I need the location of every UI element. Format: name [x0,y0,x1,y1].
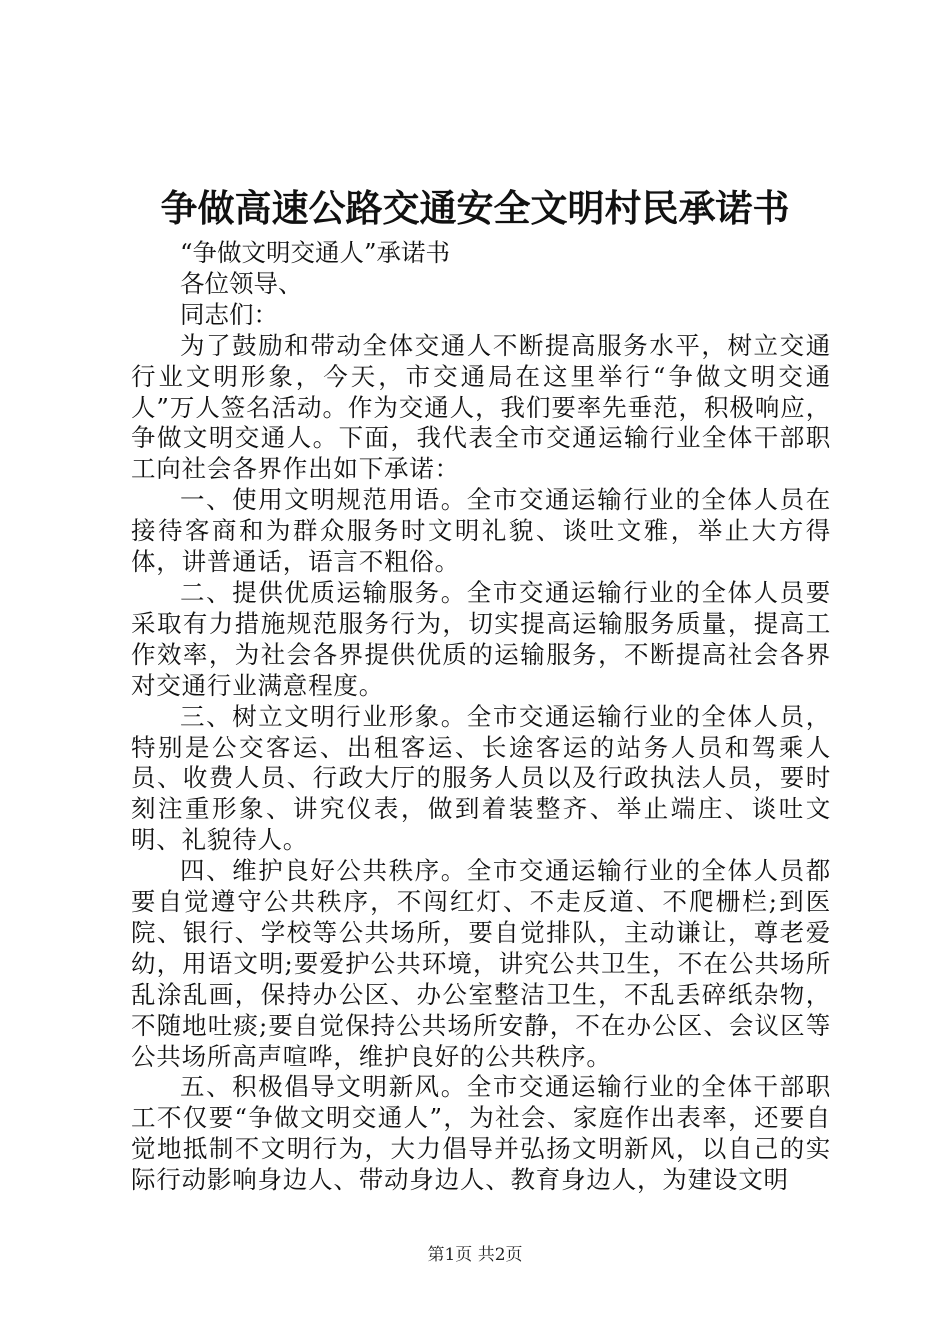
document-title: 争做高速公路交通安全文明村民承诺书 [160,186,790,230]
salutation-line-2: 同志们： [180,299,278,329]
paragraph-item-1: 一、使用文明规范用语。全市交通运输行业的全体人员在接待客商和为群众服务时文明礼貌、谈吐文雅，举止大方得体，讲普通话，语言不粗俗。 [131,485,831,577]
paragraph-item-4: 四、维护良好公共秩序。全市交通运输行业的全体人员都要自觉遵守公共秩序，不闯红灯、不走反道、不爬栅栏;到医院、银行、学校等公共场所，要自觉排队，主动谦让，尊老爱幼，用语文明;要爱护公共环境，讲究公共卫生，不在公共场所乱涂乱画，保持办公区、办公室整洁卫生，不乱丢碎纸杂物，不随地吐痰;要自觉保持公共场所安静，不在办公区、会议区等公共场所高声喧哗，维护良好的公共秩序。 [131,856,831,1071]
paragraph-item-5: 五、积极倡导文明新风。全市交通运输行业的全体干部职工不仅要“争做文明交通人”，为社会、家庭作出表率，还要自觉地抵制不文明行为，大力倡导并弘扬文明新风，以自己的实际行动影响身边人、带动身边人、教育身边人，为建设文明 [131,1072,831,1195]
paragraph-item-3: 三、树立文明行业形象。全市交通运输行业的全体人员，特别是公交客运、出租客运、长途客运的站务人员和驾乘人员、收费人员、行政大厅的服务人员以及行政执法人员，要时刻注重形象、讲究仪表，做到着装整齐、举止端庄、谈吐文明、礼貌待人。 [131,701,831,855]
document-body [131,238,831,1196]
page-number-footer: 第1页 共2页 [427,1245,523,1265]
salutation-line-1: 各位领导、 [180,268,303,298]
paragraph-item-2: 二、提供优质运输服务。全市交通运输行业的全体人员要采取有力措施规范服务行为，切实提高运输服务质量，提高工作效率，为社会各界提供优质的运输服务，不断提高社会各界对交通行业满意程度。 [131,577,831,700]
paragraph-intro: 为了鼓励和带动全体交通人不断提高服务水平，树立交通行业文明形象，今天，市交通局在这里举行“争做文明交通人”万人签名活动。作为交通人，我们要率先垂范，积极响应，争做文明交通人。下面，我代表全市交通运输行业全体干部职工向社会各界作出如下承诺： [131,330,831,484]
subtitle: “争做文明交通人”承诺书 [180,238,451,267]
